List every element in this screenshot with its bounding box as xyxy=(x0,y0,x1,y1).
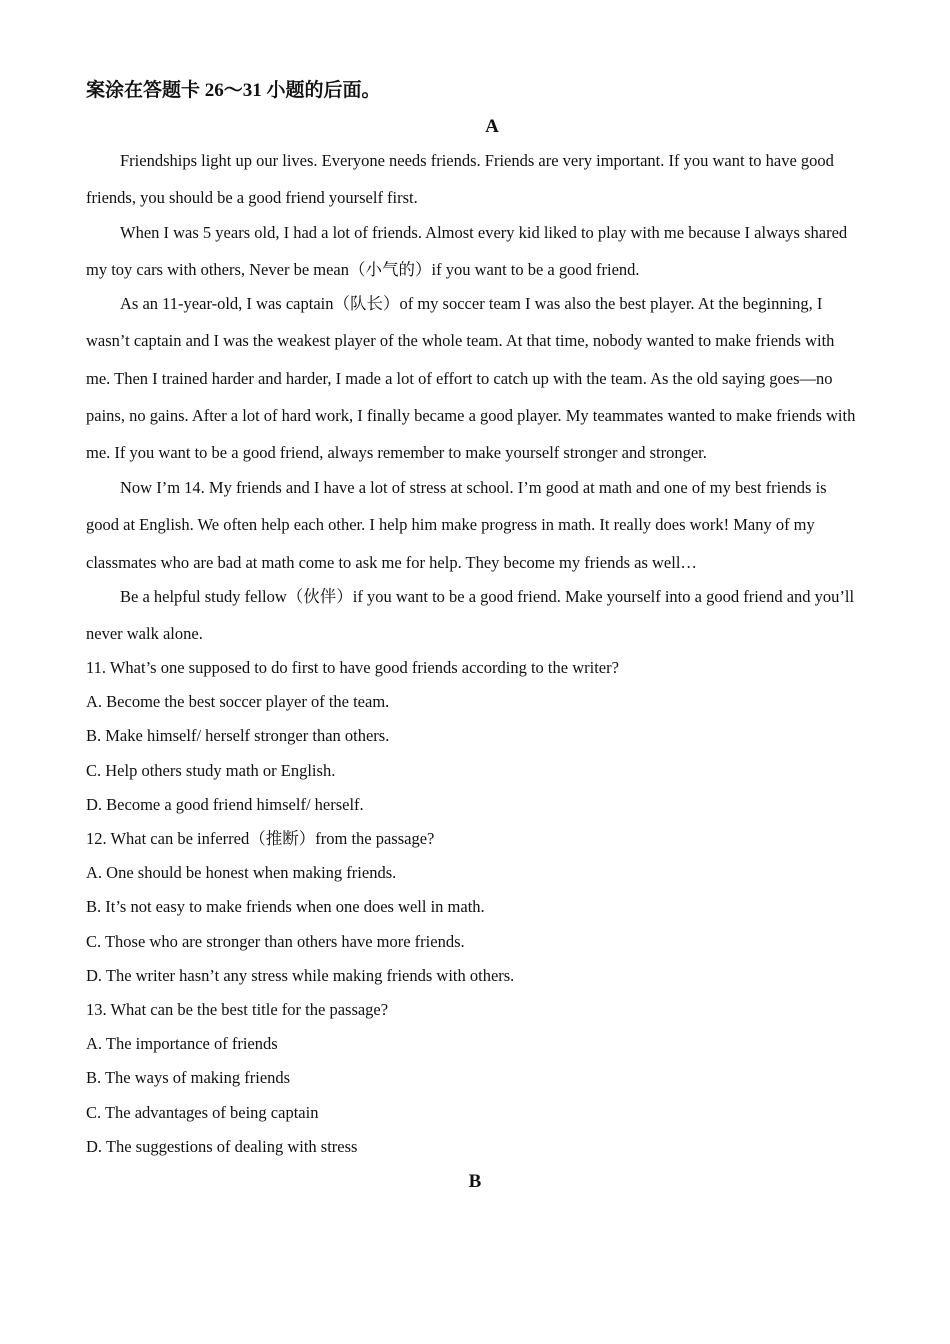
section-b-title: B xyxy=(468,1171,482,1192)
section-a-title: A xyxy=(485,116,499,137)
question-11-option-a: A. Become the best soccer player of the team. xyxy=(86,692,390,711)
question-11-option-b: B. Make himself/ herself stronger than others. xyxy=(86,726,390,745)
question-12-option-c: C. Those who are stronger than others have more friends. xyxy=(86,932,465,951)
question-13-option-c: C. The advantages of being captain xyxy=(86,1103,319,1122)
question-13-option-a: A. The importance of friends xyxy=(86,1034,278,1053)
question-12-option-b: B. It’s not easy to make friends when one does well in math. xyxy=(86,897,485,916)
passage-paragraph-5: Be a helpful study fellow（伙伴）if you want to be a good friend. Make yourself into a good friend and you’ll never walk alone. xyxy=(86,587,855,644)
question-13-option-b: B. The ways of making friends xyxy=(86,1068,291,1087)
question-13-stem: 13. What can be the best title for the passage? xyxy=(86,1000,389,1019)
question-12-option-a: A. One should be honest when making friends. xyxy=(86,863,397,882)
question-12-option-d: D. The writer hasn’t any stress while making friends with others. xyxy=(86,966,515,985)
question-11-option-d: D. Become a good friend himself/ herself. xyxy=(86,795,364,814)
question-13-option-d: D. The suggestions of dealing with stress xyxy=(86,1137,358,1156)
passage-paragraph-1: Friendships light up our lives. Everyone needs friends. Friends are very important. If you want to have good friends, you should be a good friend yourself first. xyxy=(86,151,834,208)
passage-paragraph-4: Now I’m 14. My friends and I have a lot of stress at school. I’m good at math and one of my best friends is good at English. We often help each other. I help him make progress in math. It really does work! Many of my classmates who are bad at math come to ask me for help. They become my friends as well… xyxy=(86,478,827,572)
passage-paragraph-3: As an 11-year-old, I was captain（队长）of my soccer team I was also the best player. At the beginning, I wasn’t captain and I was the weakest player of the whole team. At that time, nobody wanted to make friends with me. Then I trained harder and harder, I made a lot of effort to catch up with the team. As the old saying goes—no pains, no gains. After a lot of hard work, I finally became a good player. My teammates wanted to make friends with me. If you want to be a good friend, always remember to make yourself stronger and stronger. xyxy=(86,294,856,463)
question-11-stem: 11. What’s one supposed to do first to have good friends according to the writer? xyxy=(86,658,619,677)
passage-paragraph-2: When I was 5 years old, I had a lot of friends. Almost every kid liked to play with me because I always shared my toy cars with others, Never be mean（小气的）if you want to be a good friend. xyxy=(86,223,848,280)
instruction-heading: 案涂在答题卡 26～31 小题的后面。 xyxy=(86,80,381,101)
question-12-stem: 12. What can be inferred（推断）from the passage? xyxy=(86,829,435,848)
question-11-option-c: C. Help others study math or English. xyxy=(86,761,336,780)
